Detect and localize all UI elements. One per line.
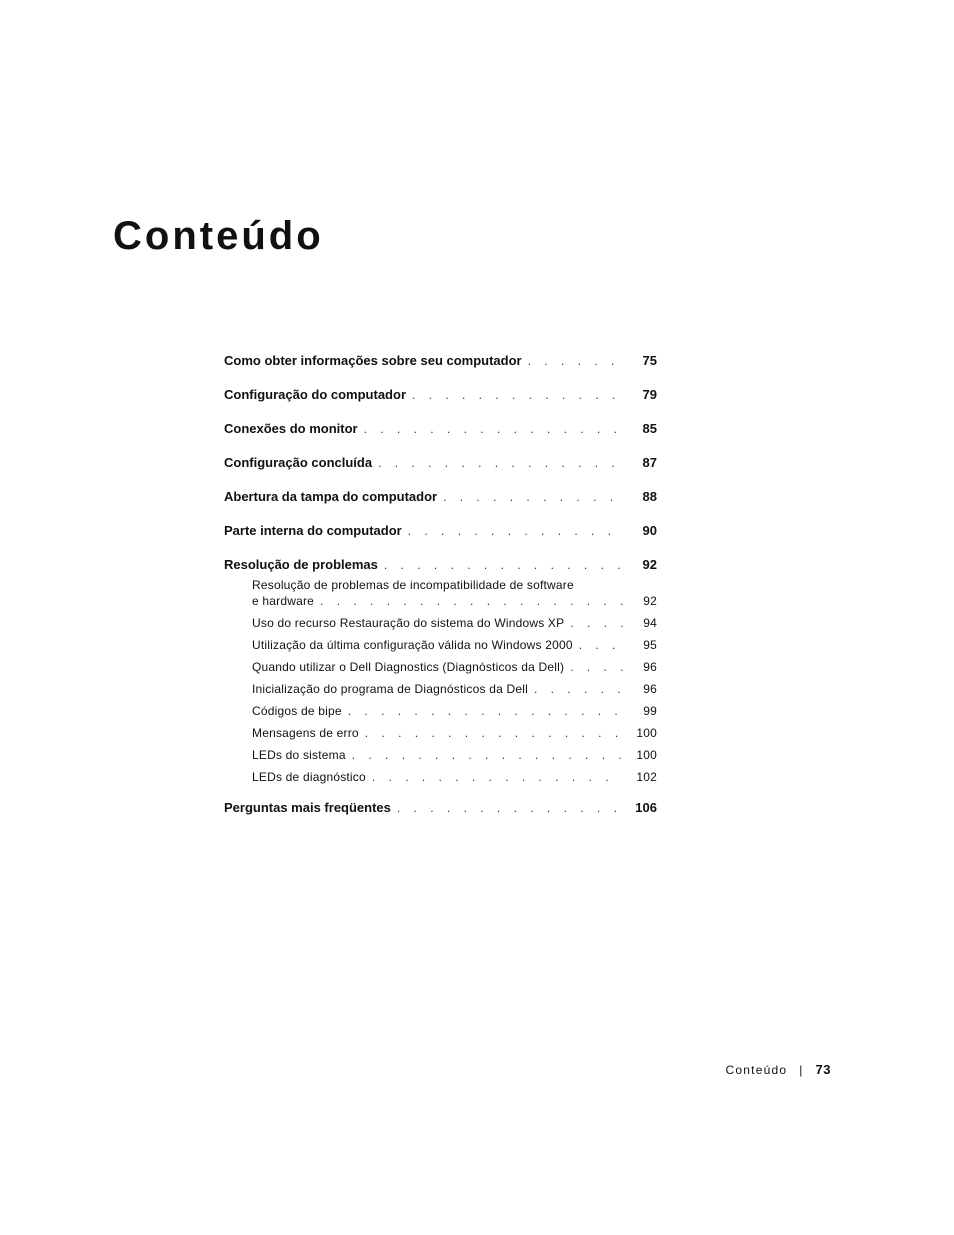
toc-entry[interactable] [224, 522, 657, 540]
toc-entry-page: 85 [642, 421, 657, 436]
toc-subentry-page: 92 [643, 594, 657, 608]
toc-entry[interactable] [224, 352, 657, 370]
page-footer [700, 1062, 831, 1077]
toc-entry-page: 106 [635, 800, 657, 815]
dot-leader [372, 769, 623, 785]
toc-subentry[interactable] [252, 703, 657, 719]
toc-subentry-label-line1: Resolução de problemas de incompatibilidade de software [252, 578, 574, 592]
dot-leader [443, 488, 623, 506]
toc-subentry-label: Códigos de bipe [252, 704, 342, 718]
toc-subentry-page: 100 [636, 748, 657, 762]
toc-subentry-label-line2: e hardware [252, 594, 315, 608]
toc-subentry-label: Uso do recurso Restauração do sistema do Windows XP [252, 616, 565, 630]
toc-entry-label: Parte interna do computador [224, 523, 402, 538]
footer-section-name: Conteúdo [725, 1063, 788, 1077]
toc-entry[interactable] [224, 420, 657, 438]
dot-leader [534, 681, 623, 697]
toc-subentry-label: LEDs do sistema [252, 748, 346, 762]
toc-subentry-page: 96 [643, 660, 657, 674]
toc-entry-page: 88 [642, 489, 657, 504]
toc-entry-page: 87 [642, 455, 657, 470]
toc-subentry-label: Mensagens de erro [252, 726, 359, 740]
dot-leader [364, 420, 623, 438]
page-title: Conteúdo [113, 214, 324, 258]
toc-entry-page: 79 [642, 387, 657, 402]
toc-entry[interactable] [224, 556, 657, 574]
dot-leader [378, 454, 623, 472]
dot-leader [384, 556, 623, 574]
table-of-contents [224, 352, 657, 817]
dot-leader [320, 593, 623, 609]
toc-entry-label: Abertura da tampa do computador [224, 489, 438, 504]
dot-leader [412, 386, 623, 404]
dot-leader [352, 747, 623, 763]
dot-leader [570, 659, 623, 675]
toc-entry-page: 90 [642, 523, 657, 538]
toc-subentry-label: Inicialização do programa de Diagnósticos da Dell [252, 682, 528, 696]
dot-leader [397, 799, 623, 817]
toc-subentry-page: 99 [643, 704, 657, 718]
dot-leader [365, 725, 623, 741]
toc-entry-label: Resolução de problemas [224, 557, 378, 572]
toc-entry[interactable] [224, 799, 657, 817]
toc-subentry[interactable] [252, 769, 657, 785]
toc-subentry-page: 102 [636, 770, 657, 784]
toc-subentries [224, 577, 657, 785]
toc-subentry-label: Quando utilizar o Dell Diagnostics (Diagnósticos da Dell) [252, 660, 565, 674]
toc-subentry[interactable] [252, 681, 657, 697]
toc-subentry[interactable] [252, 725, 657, 741]
page-number: 73 [815, 1062, 831, 1077]
toc-entry-label: Configuração do computador [224, 387, 406, 402]
toc-subentry-label: LEDs de diagnóstico [252, 770, 366, 784]
dot-leader [348, 703, 623, 719]
toc-subentry-label: Utilização da última configuração válida no Windows 2000 [252, 638, 573, 652]
toc-subentry-page: 96 [643, 682, 657, 696]
dot-leader [570, 615, 623, 631]
toc-entry-label: Como obter informações sobre seu computador [224, 353, 522, 368]
toc-entry[interactable] [224, 454, 657, 472]
toc-entry-label: Conexões do monitor [224, 421, 358, 436]
toc-subentry[interactable] [252, 637, 657, 653]
toc-entry-page: 92 [642, 557, 657, 572]
toc-entry[interactable] [224, 386, 657, 404]
footer-separator: | [799, 1063, 804, 1077]
toc-entry-label: Configuração concluída [224, 455, 373, 470]
toc-subentry[interactable] [252, 747, 657, 763]
toc-subentry[interactable] [252, 659, 657, 675]
dot-leader [528, 352, 623, 370]
dot-leader [579, 637, 623, 653]
toc-entry-page: 75 [642, 353, 657, 368]
toc-subentry-page: 95 [643, 638, 657, 652]
toc-subentry[interactable] [252, 615, 657, 631]
toc-subentry-page: 100 [636, 726, 657, 740]
toc-subentry[interactable] [252, 577, 657, 609]
toc-entry[interactable] [224, 488, 657, 506]
toc-subentry-page: 94 [643, 616, 657, 630]
toc-entry-label: Perguntas mais freqüentes [224, 800, 391, 815]
dot-leader [408, 522, 623, 540]
